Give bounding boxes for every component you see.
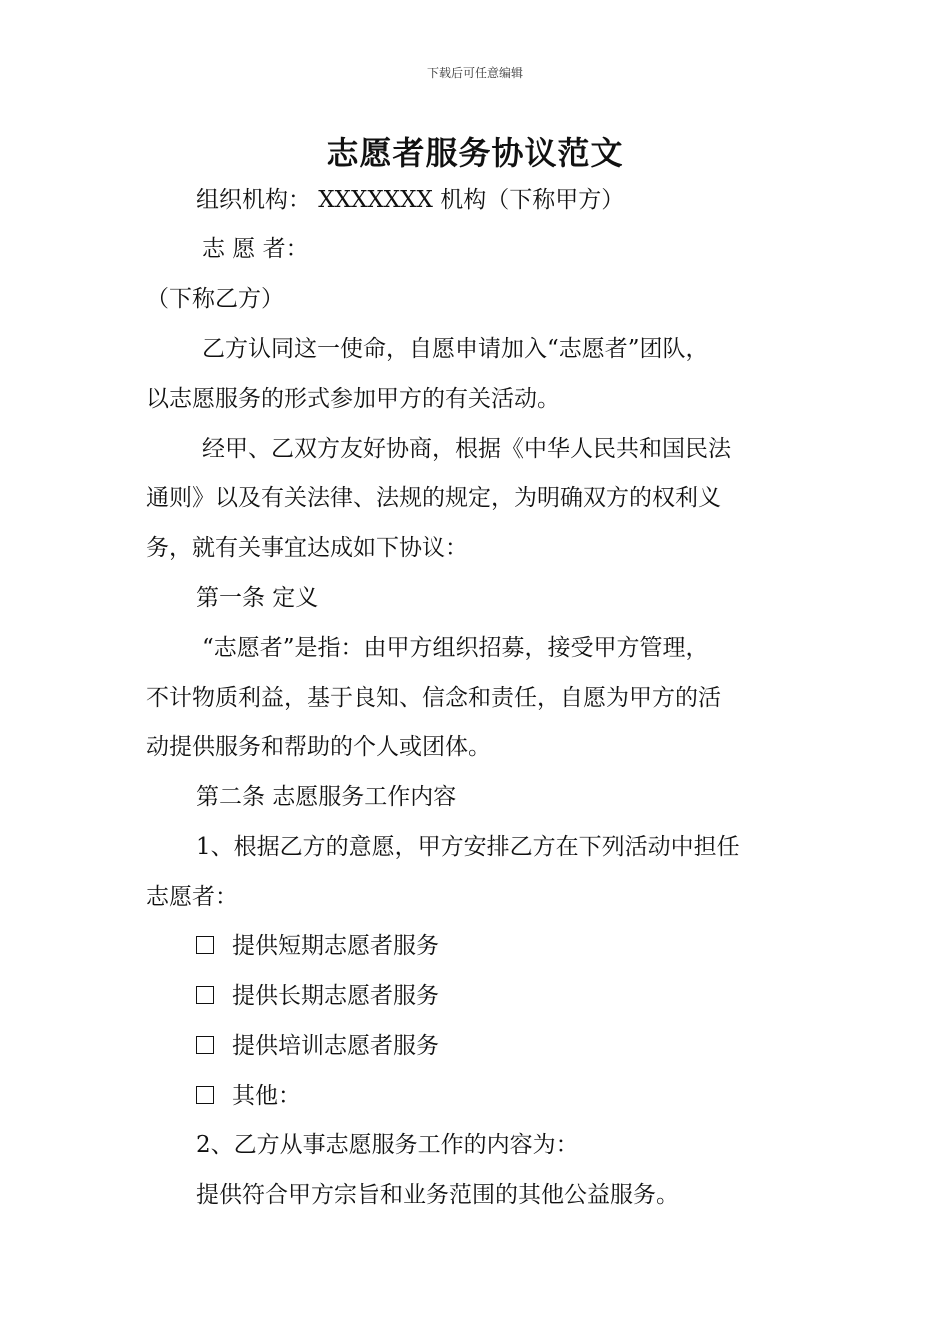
org-line: 组织机构： XXXXXXX 机构（下称甲方） — [196, 187, 625, 213]
document-title: 志愿者服务协议范文 — [326, 134, 624, 172]
option-training-label: 提供培训志愿者服务 — [232, 1033, 439, 1059]
clause-1-line-2: 志愿者： — [146, 884, 238, 910]
article-1-heading: 第一条 定义 — [196, 585, 319, 611]
checkbox-training[interactable] — [196, 1036, 214, 1054]
paragraph-1-line-1: 乙方认同这一使命，自愿申请加入“志愿者”团队， — [202, 336, 709, 362]
clause-1-line-1: 1、根据乙方的意愿，甲方安排乙方在下列活动中担任 — [196, 834, 740, 860]
paragraph-2-line-2: 通则》以及有关法律、法规的规定，为明确双方的权利义 — [146, 485, 721, 511]
option-training — [196, 1031, 816, 1061]
paragraph-1-line-2: 以志愿服务的形式参加甲方的有关活动。 — [146, 386, 560, 412]
definition-line-1: “志愿者”是指：由甲方组织招募，接受甲方管理， — [202, 635, 709, 661]
option-long-term — [196, 981, 816, 1011]
option-other — [196, 1081, 816, 1111]
clause-2-line-2: 提供符合甲方宗旨和业务范围的其他公益服务。 — [196, 1182, 679, 1208]
party-b-label: （下称乙方） — [146, 286, 284, 312]
checkbox-short-term[interactable] — [196, 936, 214, 954]
article-2-heading: 第二条 志愿服务工作内容 — [196, 784, 457, 810]
checkbox-other[interactable] — [196, 1086, 214, 1104]
paragraph-2-line-1: 经甲、乙双方友好协商，根据《中华人民共和国民法 — [202, 436, 731, 462]
page-header-note: 下载后可任意编辑 — [426, 66, 523, 80]
clause-2-line-1: 2、乙方从事志愿服务工作的内容为： — [196, 1132, 579, 1158]
option-other-label: 其他： — [232, 1083, 301, 1109]
volunteer-label: 志 愿 者： — [202, 236, 309, 262]
option-short-term — [196, 931, 816, 961]
option-long-term-label: 提供长期志愿者服务 — [232, 983, 439, 1009]
definition-line-2: 不计物质利益，基于良知、信念和责任，自愿为甲方的活 — [146, 685, 721, 711]
checkbox-long-term[interactable] — [196, 986, 214, 1004]
paragraph-2-line-3: 务，就有关事宜达成如下协议： — [146, 535, 468, 561]
definition-line-3: 动提供服务和帮助的个人或团体。 — [146, 734, 491, 760]
option-short-term-label: 提供短期志愿者服务 — [232, 933, 439, 959]
